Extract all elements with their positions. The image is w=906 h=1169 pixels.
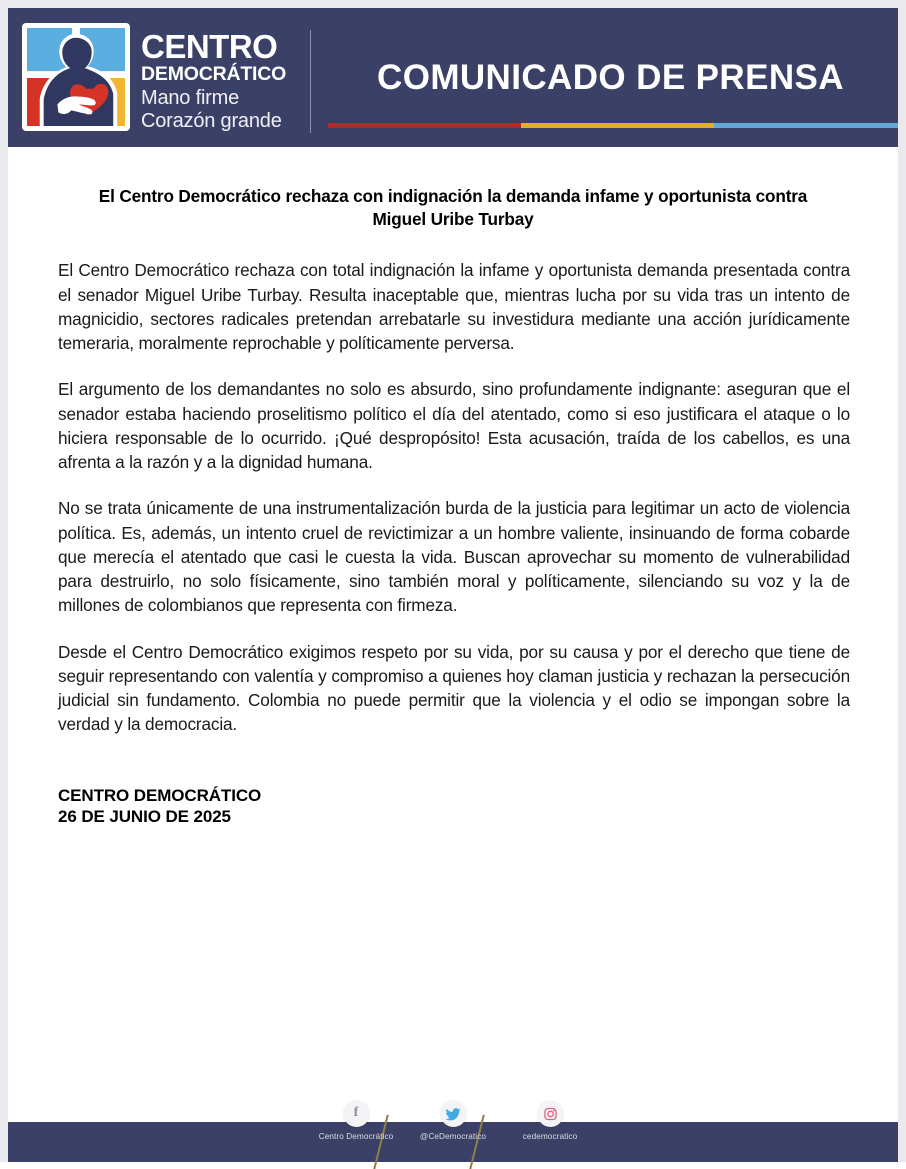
tricolor-segment-blue <box>714 123 898 128</box>
tricolor-rule <box>328 123 898 128</box>
paragraph-1: El Centro Democrático rechaza con total indignación la infame y oportunista demanda presentada contra el senador Miguel Uribe Turbay. Resulta inaceptable que, mientras lucha por su vida tras un intento de magnicidio, sectores radicales pretendan arrebatarle su investidura mediante una acción jurídicamente temeraria, moralmente reprochable y políticamente perversa. <box>58 260 850 354</box>
logo-wordmark <box>141 30 311 131</box>
document-header <box>8 8 898 147</box>
twitter-label: @CeDemocratico <box>419 1132 487 1141</box>
paragraph-2: El argumento de los demandantes no solo es absurdo, sino profundamente indignante: aseguran que el senador estaba haciendo proselitismo político el día del atentado, como si eso justificara el ataque o lo hiciera responsable de lo ocurrido. ¡Qué despropósito! Esta acusación, traída de los cabellos, es una afrenta a la razón y a la dignidad humana. <box>58 379 850 473</box>
facebook-label: Centro Democrático <box>318 1132 394 1141</box>
instagram-icon[interactable] <box>537 1101 563 1127</box>
centro-democratico-logo-icon <box>22 23 130 131</box>
twitter-bird-glyph <box>446 1108 461 1121</box>
sheet-edge-top <box>0 0 906 8</box>
social-links <box>308 1105 599 1162</box>
sheet-edge-right <box>898 0 906 1162</box>
paragraph-3: No se trata únicamente de una instrumentalización burda de la justicia para legitimar un acto de violencia política. Es, además, un intento cruel de revictimizar a un hombre valiente, insinuando de forma cobarde que merecía el atentado que casi le cuesta la vida. Buscan aprovechar su momento de vulnerabilidad para destruirlo, no solo físicamente, sino también moral y políticamente, silenciando su voz y la de millones de colombianos que representa con firmeza. <box>58 498 850 616</box>
facebook-glyph: f <box>353 1105 359 1120</box>
document-body <box>8 147 898 828</box>
logo-person-heart-icon <box>27 28 125 126</box>
header-vertical-divider <box>310 30 311 133</box>
tricolor-segment-red <box>328 123 521 128</box>
twitter-icon[interactable] <box>440 1101 466 1127</box>
page-title: El Centro Democrático rechaza con indignación la demanda infame y oportunista contra Miguel Uribe Turbay <box>98 186 808 229</box>
body-copy <box>8 258 898 736</box>
signature-date: 26 DE JUNIO DE 2025 <box>58 807 231 827</box>
logo-slogan-line2: Corazón grande <box>141 109 282 132</box>
signature-block <box>8 759 898 829</box>
tricolor-segment-yellow <box>521 123 714 128</box>
signature-organization: CENTRO DEMOCRÁTICO <box>58 785 262 805</box>
instagram-camera-glyph <box>543 1107 557 1121</box>
footer-inner <box>8 1105 898 1162</box>
logo-name-line2: DEMOCRÁTICO <box>141 63 287 85</box>
document-footer <box>8 1105 898 1162</box>
logo-name-line1: CENTRO <box>141 28 278 65</box>
press-release-title: COMUNICADO DE PRENSA <box>377 58 844 97</box>
instagram-label: cedemocratico <box>522 1132 578 1141</box>
logo-slogan-line1: Mano firme <box>141 86 240 109</box>
paragraph-4: Desde el Centro Democrático exigimos respeto por su vida, por su causa y por el derecho que tiene de seguir representando con valentía y compromiso a quienes hoy claman justicia y rechazan la persecución judicial sin fundamento. Colombia no puede permitir que la violencia y el odio se impongan sobre la verdad y la democracia. <box>58 641 850 735</box>
facebook-icon[interactable] <box>343 1101 369 1127</box>
sheet-edge-left <box>0 0 8 1162</box>
